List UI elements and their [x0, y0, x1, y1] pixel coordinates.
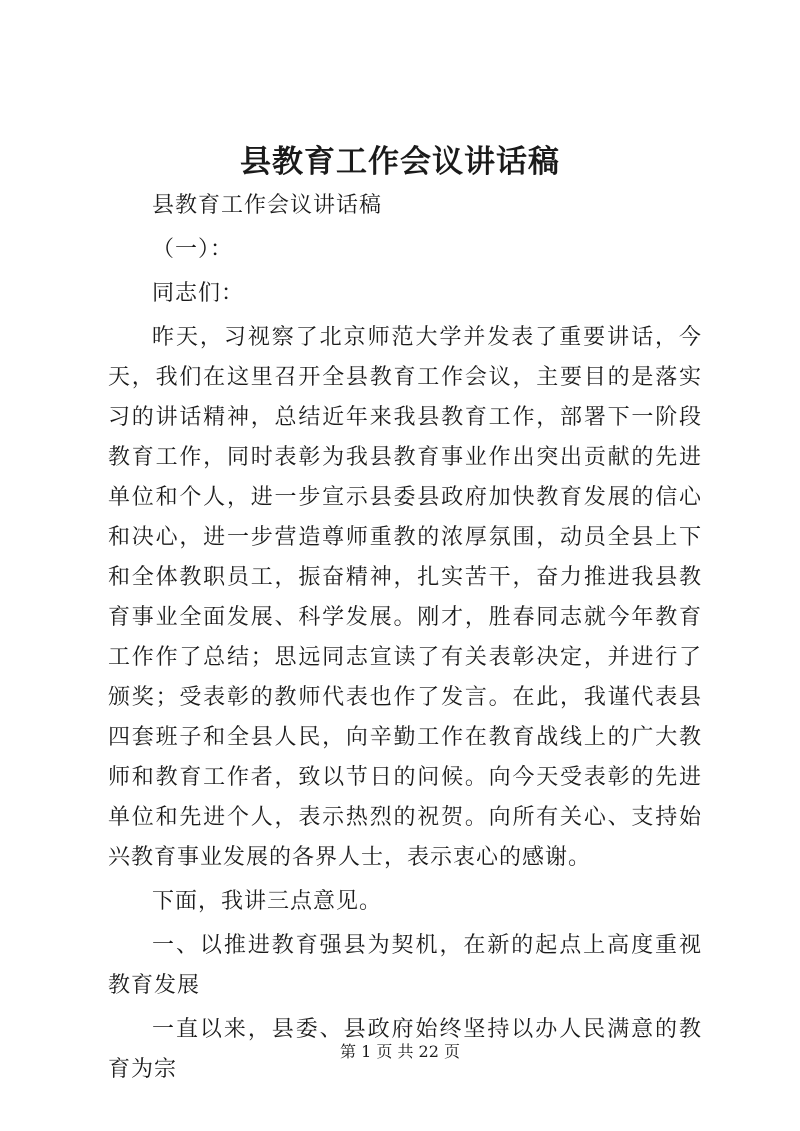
document-title: 县教育工作会议讲话稿 — [240, 144, 560, 180]
paragraph-continued: 一直以来，县委、县政府始终坚持以办人民满意的教育为宗 — [108, 1017, 702, 1082]
paragraph-main: 昨天，习视察了北京师范大学并发表了重要讲话，今天，我们在这里召开全县教育工作会议，主要目的是落实习的讲话精神，总结近年来我县教育工作，部署下一阶段教育工作，同时表彰为我县教育事业作出突出贡献的先进单位和个人，进一步宣示县委县政府加快教育发展的信心和决心，进一步营造尊师重教的浓厚氛围，动员全县上下和全体教职员工，振奋精神，扎实苦干，奋力推进我县教育事业全面发展、科学发展。刚才，胜春同志就今年教育工作作了总结；思远同志宣读了有关表彰决定，并进行了颁奖；受表彰的教师代表也作了发言。在此，我谨代表县四套班子和全县人民，向辛勤工作在教育战线上的广大教师和教育工作者，致以节日的问候。向今天受表彰的先进单位和先进个人，表示热烈的祝贺。向所有关心、支持始兴教育事业发展的各界人士，表示衷心的感谢。 — [108, 325, 702, 870]
document-body — [108, 186, 702, 1094]
page-footer: 第 1 页 共 22 页 — [340, 1042, 460, 1061]
paragraph-salutation: 同志们： — [152, 281, 245, 306]
paragraph-heading-one: 一、以推进教育强县为契机，在新的起点上高度重视教育发展 — [108, 933, 702, 998]
paragraph-section-number: （一）： — [152, 237, 234, 262]
paragraph-subtitle: 县教育工作会议讲话稿 — [152, 193, 383, 218]
paragraph-intro-points: 下面，我讲三点意见。 — [152, 889, 383, 914]
